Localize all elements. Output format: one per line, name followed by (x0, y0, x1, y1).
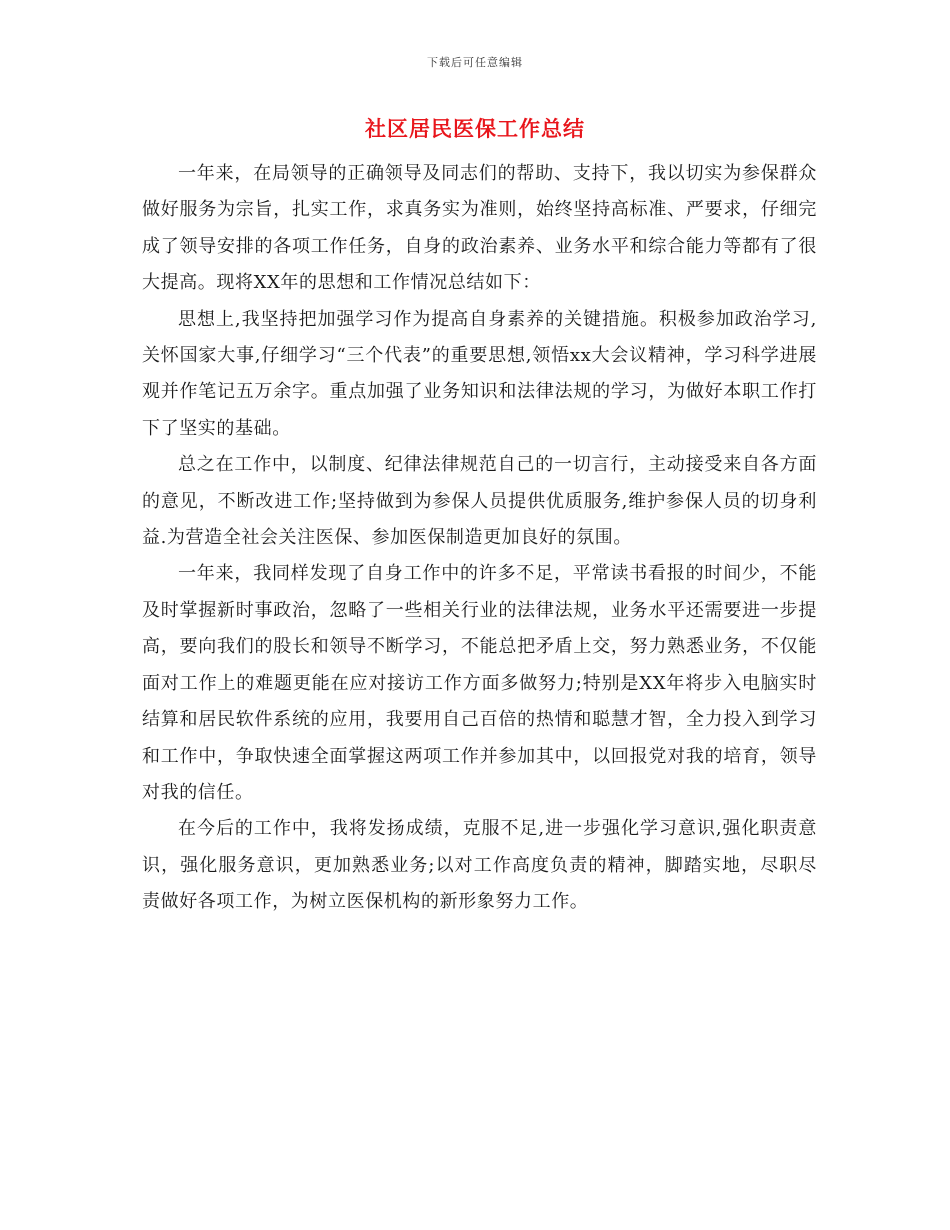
paragraph-shortcomings: 一年来，我同样发现了自身工作中的许多不足，平常读书看报的时间少，不能及时掌握新时事政治，忽略了一些相关行业的法律法规，业务水平还需要进一步提高，要向我们的股长和领导不断学习，不能总把矛盾上交，努力熟悉业务，不仅能面对工作上的难题更能在应对接访工作方面多做努力;特别是XX年将步入电脑实时结算和居民软件系统的应用，我要用自己百倍的热情和聪慧才智，全力投入到学习和工作中，争取快速全面掌握这两项工作并参加其中，以回报党对我的培育，领导对我的信任。 (142, 563, 817, 803)
paragraph-work: 总之在工作中，以制度、纪律法律规范自己的一切言行，主动接受来自各方面的意见，不断改进工作;坚持做到为参保人员提供优质服务,维护参保人员的切身利益.为营造全社会关注医保、参加医保制造更加良好的氛围。 (142, 454, 817, 549)
document-title: 社区居民医保工作总结 (365, 116, 585, 141)
paragraph-future: 在今后的工作中，我将发扬成绩，克服不足,进一步强化学习意识,强化职责意识，强化服务意识，更加熟悉业务;以对工作高度负责的精神，脚踏实地，尽职尽责做好各项工作，为树立医保机构的新形象努力工作。 (142, 818, 817, 913)
paragraph-intro: 一年来，在局领导的正确领导及同志们的帮助、支持下，我以切实为参保群众做好服务为宗旨，扎实工作，求真务实为准则，始终坚持高标准、严要求，仔细完成了领导安排的各项工作任务，自身的政治素养、业务水平和综合能力等都有了很大提高。现将XX年的思想和工作情况总结如下： (142, 163, 817, 294)
document-body (142, 156, 817, 921)
header-note: 下载后可任意编辑 (427, 56, 523, 69)
paragraph-thought: 思想上,我坚持把加强学习作为提高自身素养的关键措施。积极参加政治学习,关怀国家大事,仔细学习“三个代表”的重要思想,领悟xx大会议精神，学习科学进展观并作笔记五万余字。重点加强了业务知识和法律法规的学习，为做好本职工作打下了坚实的基础。 (142, 308, 817, 439)
